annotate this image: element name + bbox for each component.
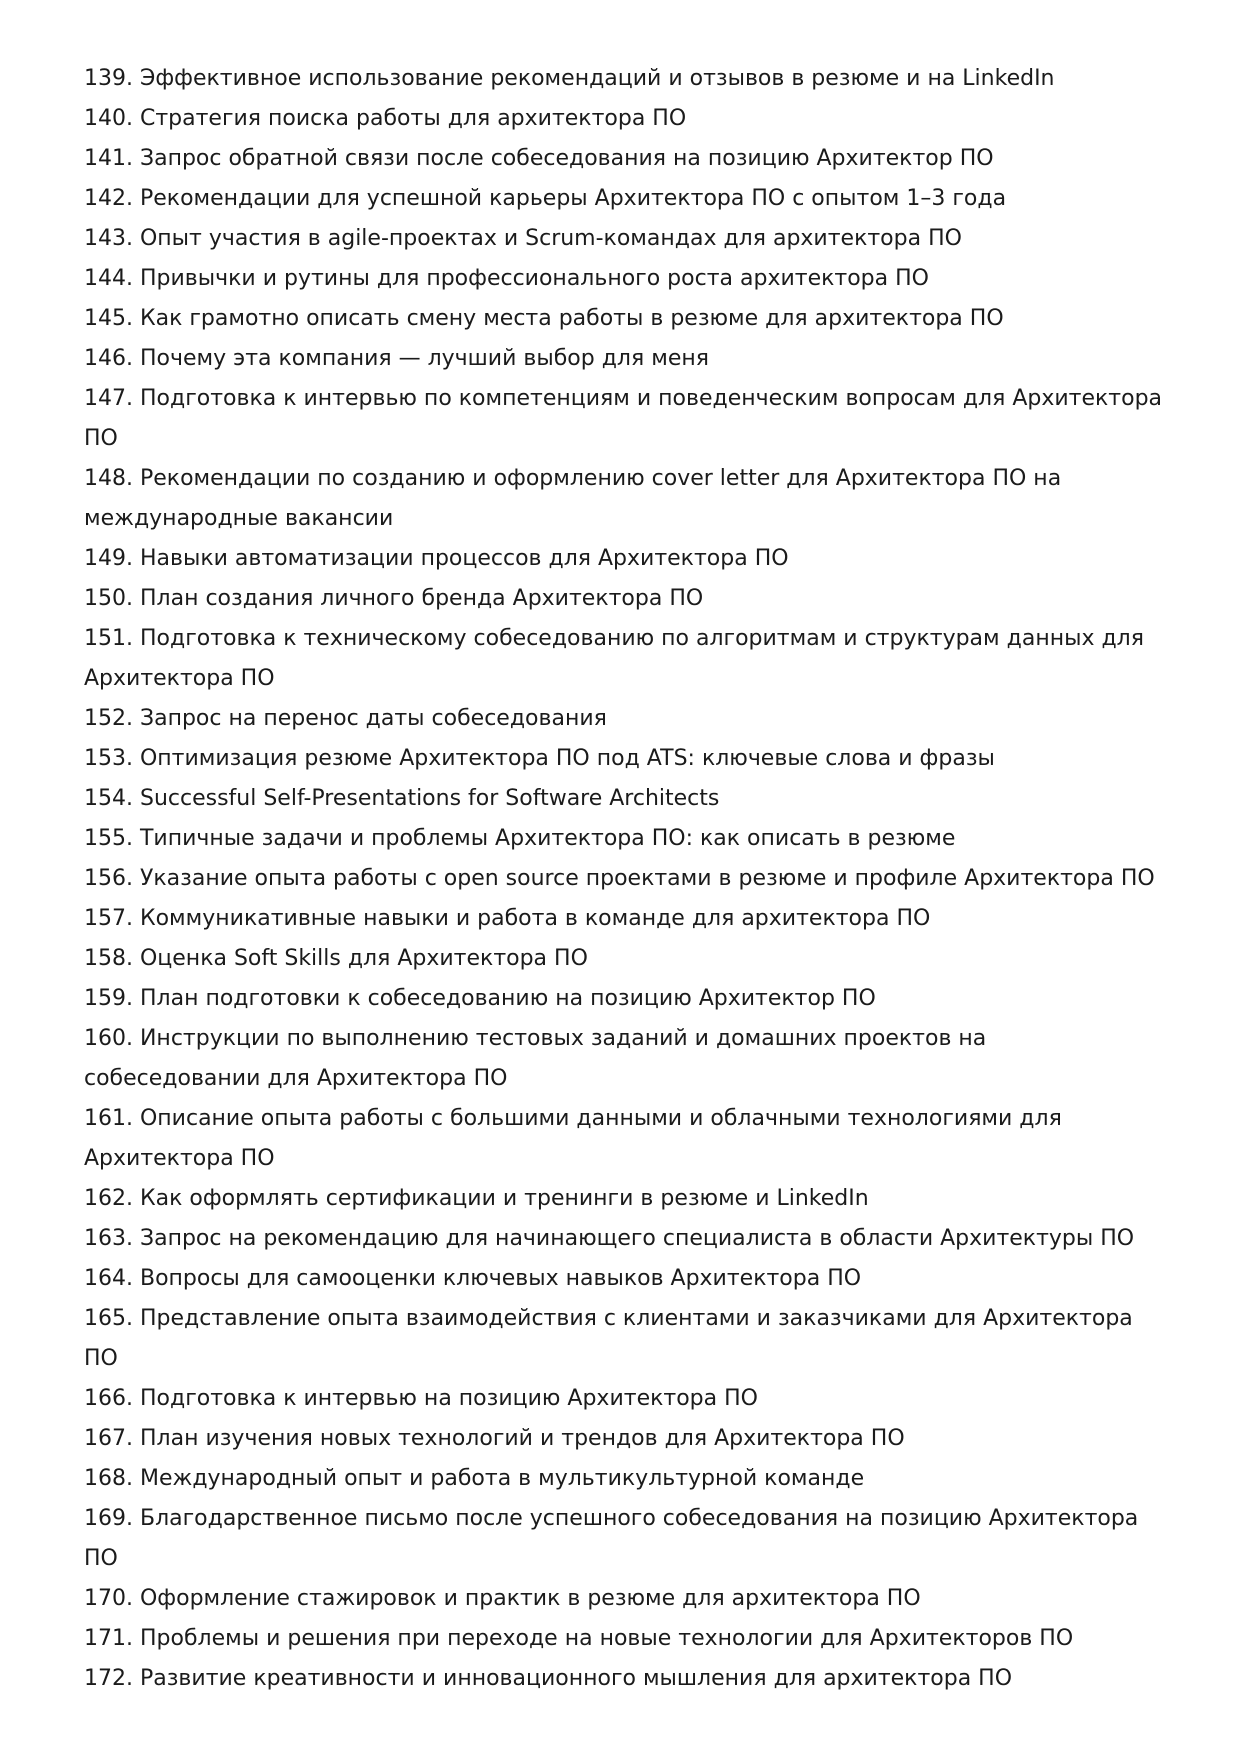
list-item: 145. Как грамотно описать смену места работы в резюме для архитектора ПО xyxy=(84,306,1004,331)
list-item: 141. Запрос обратной связи после собеседования на позицию Архитектор ПО xyxy=(84,146,994,171)
list-item: 169. Благодарственное письмо после успешного собеседования на позицию Архитектора ПО xyxy=(84,1506,1139,1571)
list-item: 162. Как оформлять сертификации и тренинги в резюме и LinkedIn xyxy=(84,1186,869,1211)
list-item: 168. Международный опыт и работа в мультикультурной команде xyxy=(84,1466,865,1491)
list-item: 151. Подготовка к техническому собеседованию по алгоритмам и структурам данных для Архитектора ПО xyxy=(84,626,1144,691)
topic-list xyxy=(84,59,1164,1699)
list-item: 148. Рекомендации по созданию и оформлению cover letter для Архитектора ПО на международные вакансии xyxy=(84,466,1062,531)
list-item: 157. Коммуникативные навыки и работа в команде для архитектора ПО xyxy=(84,906,931,931)
list-item: 150. План создания личного бренда Архитектора ПО xyxy=(84,586,704,611)
list-item: 139. Эффективное использование рекомендаций и отзывов в резюме и на LinkedIn xyxy=(84,66,1055,91)
list-item: 142. Рекомендации для успешной карьеры Архитектора ПО с опытом 1–3 года xyxy=(84,186,1007,211)
list-item: 163. Запрос на рекомендацию для начинающего специалиста в области Архитектуры ПО xyxy=(84,1226,1135,1251)
list-item: 164. Вопросы для самооценки ключевых навыков Архитектора ПО xyxy=(84,1266,862,1291)
list-item: 165. Представление опыта взаимодействия с клиентами и заказчиками для Архитектора ПО xyxy=(84,1306,1133,1371)
list-item: 149. Навыки автоматизации процессов для Архитектора ПО xyxy=(84,546,789,571)
list-item: 154. Successful Self-Presentations for Software Architects xyxy=(84,786,720,811)
list-item: 144. Привычки и рутины для профессионального роста архитектора ПО xyxy=(84,266,929,291)
list-item: 171. Проблемы и решения при переходе на новые технологии для Архитекторов ПО xyxy=(84,1626,1074,1651)
list-item: 167. План изучения новых технологий и трендов для Архитектора ПО xyxy=(84,1426,905,1451)
list-item: 158. Оценка Soft Skills для Архитектора ПО xyxy=(84,946,588,971)
list-item: 156. Указание опыта работы с open source проектами в резюме и профиле Архитектора ПО xyxy=(84,866,1155,891)
list-item: 160. Инструкции по выполнению тестовых заданий и домашних проектов на собеседовании для Архитектора ПО xyxy=(84,1026,987,1091)
list-item: 159. План подготовки к собеседованию на позицию Архитектор ПО xyxy=(84,986,876,1011)
list-item: 170. Оформление стажировок и практик в резюме для архитектора ПО xyxy=(84,1586,921,1611)
list-item: 166. Подготовка к интервью на позицию Архитектора ПО xyxy=(84,1386,758,1411)
list-item: 147. Подготовка к интервью по компетенциям и поведенческим вопросам для Архитектора ПО xyxy=(84,386,1163,451)
list-item: 161. Описание опыта работы с большими данными и облачными технологиями для Архитектора ПО xyxy=(84,1106,1062,1171)
list-item: 143. Опыт участия в agile-проектах и Scrum-командах для архитектора ПО xyxy=(84,226,962,251)
list-item: 152. Запрос на перенос даты собеседования xyxy=(84,706,607,731)
list-item: 172. Развитие креативности и инновационного мышления для архитектора ПО xyxy=(84,1666,1013,1691)
list-item: 155. Типичные задачи и проблемы Архитектора ПО: как описать в резюме xyxy=(84,826,956,851)
list-item: 146. Почему эта компания — лучший выбор для меня xyxy=(84,346,709,371)
list-item: 140. Стратегия поиска работы для архитектора ПО xyxy=(84,106,687,131)
list-item: 153. Оптимизация резюме Архитектора ПО под ATS: ключевые слова и фразы xyxy=(84,746,995,771)
